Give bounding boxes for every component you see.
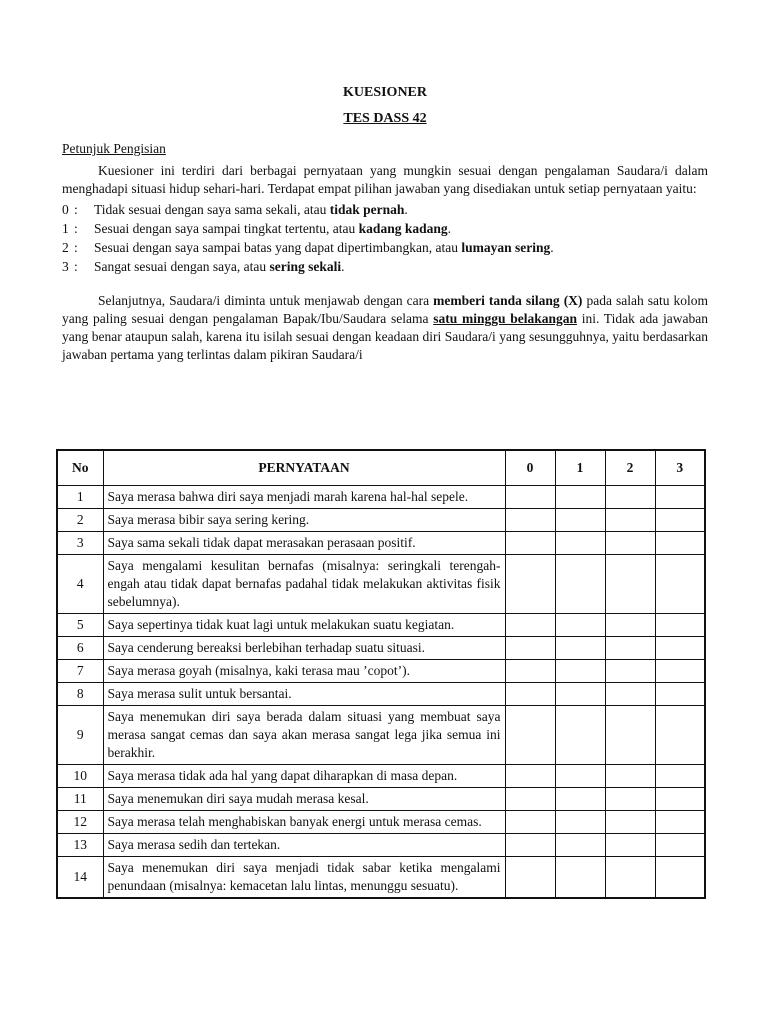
statement-cell: Saya merasa sedih dan tertekan. — [103, 834, 505, 857]
header-statement: PERNYATAAN — [103, 450, 505, 486]
option-number: 3 — [62, 259, 69, 274]
row-number: 7 — [57, 660, 103, 683]
table-row — [57, 683, 705, 706]
para2-text-b: pada salah satu kolom yang paling sesuai dengan pengalaman Bapak/Ibu/Saudara selama — [62, 293, 708, 326]
answer-cell-0[interactable] — [505, 486, 555, 509]
row-number: 8 — [57, 683, 103, 706]
answer-cell-0[interactable] — [505, 706, 555, 765]
answer-cell-2[interactable] — [605, 834, 655, 857]
option-bold: sering sekali — [269, 259, 342, 274]
table-row — [57, 614, 705, 637]
answer-cell-3[interactable] — [655, 683, 705, 706]
table-row — [57, 637, 705, 660]
option-text: Tidak sesuai dengan saya sama sekali, atau — [94, 202, 330, 217]
answer-cell-2[interactable] — [605, 811, 655, 834]
answer-cell-3[interactable] — [655, 555, 705, 614]
row-number: 1 — [57, 486, 103, 509]
table-body — [57, 486, 705, 899]
table-row — [57, 706, 705, 765]
answer-cell-2[interactable] — [605, 532, 655, 555]
para2-bold-underline: satu minggu belakangan — [433, 311, 577, 326]
document-subtitle: TES DASS 42 — [343, 111, 427, 126]
questionnaire-table — [56, 449, 706, 899]
option-bold: tidak pernah — [329, 202, 405, 217]
statement-cell: Saya merasa telah menghabiskan banyak energi untuk merasa cemas. — [103, 811, 505, 834]
answer-cell-1[interactable] — [555, 834, 605, 857]
answer-cell-3[interactable] — [655, 614, 705, 637]
answer-cell-1[interactable] — [555, 788, 605, 811]
table-row — [57, 509, 705, 532]
option-text: Sangat sesuai dengan saya, atau — [94, 259, 270, 274]
answer-cell-3[interactable] — [655, 532, 705, 555]
answer-cell-2[interactable] — [605, 683, 655, 706]
answer-cell-1[interactable] — [555, 486, 605, 509]
answer-cell-3[interactable] — [655, 706, 705, 765]
answer-cell-0[interactable] — [505, 532, 555, 555]
answer-cell-1[interactable] — [555, 683, 605, 706]
answer-cell-3[interactable] — [655, 486, 705, 509]
option-bold: kadang kadang — [358, 221, 448, 236]
row-number: 2 — [57, 509, 103, 532]
answer-cell-1[interactable] — [555, 532, 605, 555]
document-page — [62, 84, 708, 364]
answer-cell-1[interactable] — [555, 706, 605, 765]
option-number: 1 — [62, 221, 69, 236]
answer-cell-3[interactable] — [655, 857, 705, 899]
answer-cell-3[interactable] — [655, 765, 705, 788]
statement-cell: Saya merasa goyah (misalnya, kaki terasa mau ’copot’). — [103, 660, 505, 683]
statement-cell: Saya merasa bahwa diri saya menjadi marah karena hal-hal sepele. — [103, 486, 505, 509]
answer-cell-3[interactable] — [655, 811, 705, 834]
table-row — [57, 660, 705, 683]
answer-cell-2[interactable] — [605, 509, 655, 532]
answer-cell-1[interactable] — [555, 811, 605, 834]
answer-cell-3[interactable] — [655, 637, 705, 660]
table-row — [57, 811, 705, 834]
answer-cell-0[interactable] — [505, 660, 555, 683]
row-number: 12 — [57, 811, 103, 834]
answer-cell-1[interactable] — [555, 765, 605, 788]
row-number: 13 — [57, 834, 103, 857]
statement-cell: Saya merasa sulit untuk bersantai. — [103, 683, 505, 706]
answer-cell-2[interactable] — [605, 857, 655, 899]
answer-cell-2[interactable] — [605, 788, 655, 811]
answer-cell-1[interactable] — [555, 857, 605, 899]
answer-option: 0 : Tidak sesuai dengan saya sama sekali, atau tidak pernah. — [62, 202, 408, 217]
answer-cell-2[interactable] — [605, 486, 655, 509]
row-number: 10 — [57, 765, 103, 788]
statement-cell: Saya merasa bibir saya sering kering. — [103, 509, 505, 532]
table-row — [57, 486, 705, 509]
answer-cell-2[interactable] — [605, 555, 655, 614]
instructions-intro: Kuesioner ini terdiri dari berbagai pernyataan yang mungkin sesuai dengan pengalaman Saudara/i dalam menghadapi situasi hidup sehari-hari. Terdapat empat pilihan jawaban yang disediakan untuk setiap pernyataan yaitu: — [62, 163, 708, 196]
answer-cell-1[interactable] — [555, 509, 605, 532]
answer-cell-0[interactable] — [505, 834, 555, 857]
statement-cell: Saya mengalami kesulitan bernafas (misalnya: seringkali terengah-engah atau tidak dapat bernafas padahal tidak melakukan aktivitas fisik sebelumnya). — [103, 555, 505, 614]
answer-cell-3[interactable] — [655, 509, 705, 532]
answer-cell-1[interactable] — [555, 637, 605, 660]
option-text: Sesuai dengan saya sampai batas yang dapat dipertimbangkan, atau — [94, 240, 462, 255]
para2-text-c: ini. Tidak ada jawaban yang benar ataupun salah, karena itu isilah sesuai dengan keadaan diri Saudara/i yang sesungguhnya, yaitu berdasarkan jawaban pertama yang terlintas dalam pikiran Saudara/i — [62, 311, 708, 362]
row-number: 4 — [57, 555, 103, 614]
statement-cell: Saya menemukan diri saya berada dalam situasi yang membuat saya merasa sangat cemas dan saya akan merasa sangat lega jika semua ini berakhir. — [103, 706, 505, 765]
statement-cell: Saya menemukan diri saya menjadi tidak sabar ketika mengalami penundaan (misalnya: kemacetan lalu lintas, menunggu sesuatu). — [103, 857, 505, 899]
answer-option: 1 : Sesuai dengan saya sampai tingkat tertentu, atau kadang kadang. — [62, 221, 451, 236]
option-number: 2 — [62, 240, 69, 255]
statement-cell: Saya merasa tidak ada hal yang dapat diharapkan di masa depan. — [103, 765, 505, 788]
answer-cell-3[interactable] — [655, 660, 705, 683]
table-row — [57, 555, 705, 614]
answer-cell-0[interactable] — [505, 765, 555, 788]
header-score-1: 1 — [555, 450, 605, 486]
answer-cell-1[interactable] — [555, 614, 605, 637]
option-bold: lumayan sering — [461, 240, 551, 255]
answer-cell-0[interactable] — [505, 555, 555, 614]
answer-options — [62, 200, 708, 276]
statement-cell: Saya sepertinya tidak kuat lagi untuk melakukan suatu kegiatan. — [103, 614, 505, 637]
header-score-0: 0 — [505, 450, 555, 486]
row-number: 11 — [57, 788, 103, 811]
option-number: 0 — [62, 202, 69, 217]
answer-cell-2[interactable] — [605, 706, 655, 765]
answer-cell-0[interactable] — [505, 857, 555, 899]
option-text: Sesuai dengan saya sampai tingkat tertentu, atau — [94, 221, 359, 236]
table-row — [57, 857, 705, 899]
answer-option: 2 : Sesuai dengan saya sampai batas yang dapat dipertimbangkan, atau lumayan sering. — [62, 240, 554, 255]
table-row — [57, 834, 705, 857]
para2-bold: memberi tanda silang (X) — [433, 293, 583, 308]
document-title: KUESIONER — [342, 85, 428, 100]
answer-cell-2[interactable] — [605, 614, 655, 637]
table-row — [57, 788, 705, 811]
header-score-3: 3 — [655, 450, 705, 486]
answer-option: 3 : Sangat sesuai dengan saya, atau sering sekali. — [62, 259, 345, 274]
instructions-paragraph-2 — [62, 292, 708, 364]
answer-cell-2[interactable] — [605, 765, 655, 788]
answer-cell-0[interactable] — [505, 788, 555, 811]
row-number: 6 — [57, 637, 103, 660]
header-no: No — [57, 450, 103, 486]
answer-cell-3[interactable] — [655, 834, 705, 857]
answer-cell-0[interactable] — [505, 637, 555, 660]
header-score-2: 2 — [605, 450, 655, 486]
answer-cell-0[interactable] — [505, 509, 555, 532]
statement-cell: Saya cenderung bereaksi berlebihan terhadap suatu situasi. — [103, 637, 505, 660]
answer-cell-0[interactable] — [505, 614, 555, 637]
answer-cell-0[interactable] — [505, 683, 555, 706]
statement-cell: Saya sama sekali tidak dapat merasakan perasaan positif. — [103, 532, 505, 555]
row-number: 5 — [57, 614, 103, 637]
row-number: 3 — [57, 532, 103, 555]
answer-cell-2[interactable] — [605, 637, 655, 660]
table-header-row — [57, 450, 705, 486]
statement-cell: Saya menemukan diri saya mudah merasa kesal. — [103, 788, 505, 811]
table-row — [57, 532, 705, 555]
answer-cell-1[interactable] — [555, 555, 605, 614]
row-number: 14 — [57, 857, 103, 899]
para2-text-a: Selanjutnya, Saudara/i diminta untuk menjawab dengan cara — [98, 293, 434, 308]
table-row — [57, 765, 705, 788]
row-number: 9 — [57, 706, 103, 765]
answer-cell-2[interactable] — [605, 660, 655, 683]
answer-cell-3[interactable] — [655, 788, 705, 811]
instructions-heading: Petunjuk Pengisian — [62, 141, 166, 156]
answer-cell-1[interactable] — [555, 660, 605, 683]
answer-cell-0[interactable] — [505, 811, 555, 834]
